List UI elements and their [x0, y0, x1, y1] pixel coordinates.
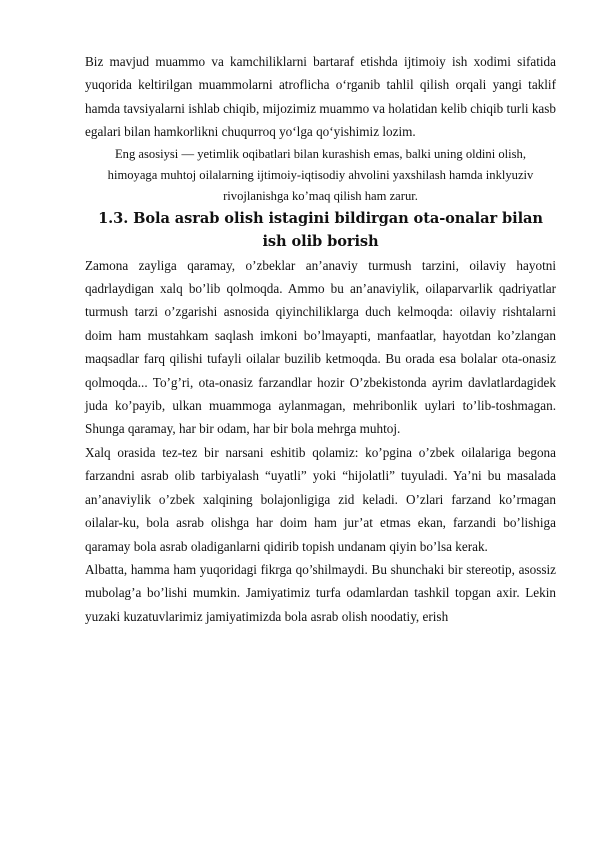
page-content — [85, 50, 556, 628]
section-heading: 1.3. Bola asrab olish istagini bildirgan ota-onalar bilan ish olib borish — [98, 209, 543, 251]
paragraph-intro: Biz mavjud muammo va kamchiliklarni bartaraf etishda ijtimoiy ish xodimi sifatida yuqorida keltirilgan muammolarni atroflicha oʻrganib tahlil qilish orqali yangi taklif hamda tavsiyalarni ishlab chiqib, mijozimiz muammo va holatidan kelib chiqib turli kasb egalari bilan hamkorlikni chuqurroq yoʻlga qoʻyishimiz lozim. — [85, 54, 556, 140]
paragraph-traditions: Zamona zayliga qaramay, o’zbeklar an’anaviy turmush tarzini, oilaviy hayotni qadrlaydigan xalq bo’lib qolmoqda. Ammo bu an’anaviylik, oilaparvarlik qadriyatlar turmush tarzi o’zgarishi asnosida qiyinchiliklarga duch kelmoqda: oilaviy rishtalarni doim ham mustahkam saqlash imkoni bo’lmayapti, manfaatlar, hayotdan ko’zlangan maqsadlar farq qilishi tufayli oilalar buzilib ketmoqda. Bu orada esa bolalar ota-onasiz qolmoqda... To’g’ri, ota-onasiz farzandlar hozir O’zbekistonda ayrim davlatlardagidek juda ko’payib, ulkan muammoga aylanmagan, mehribonlik uylari to’lib-toshmagan. Shunga qaramay, har bir odam, har bir bola mehrga muhtoj. — [85, 257, 556, 437]
paragraph-public-opinion: Xalq orasida tez-tez bir narsani eshitib qolamiz: ko’pgina o’zbek oilalariga begona farzandni asrab olib tarbiyalash “uyatli” yoki “hijolatli” tuyuladi. Ya’ni bu masalada an’anaviylik o’zbek xalqining bolajonligiga zid keladi. O’zlari farzand ko’rmagan oilalar-ku, bola asrab olishga har doim ham jur’at etmas ekan, farzandi bo’lishiga qaramay bola asrab oladiganlarni qidirib topish undanam qiyin bo’lsa kerak. — [85, 444, 556, 554]
quote-block: Eng asosiysi — yetimlik oqibatlari bilan kurashish emas, balki uning oldini olish, himoyaga muhtoj oilalarning ijtimoiy-iqtisodiy ahvolini yaxshilash hamda inklyuziv rivojlanishga ko’maq qilish ham zarur. — [107, 146, 534, 203]
paragraph-stereotype: Albatta, hamma ham yuqoridagi fikrga qo’shilmaydi. Bu shunchaki bir stereotip, asossiz mubolag’a bo’lishi mumkin. Jamiyatimiz turfa odamlardan tashkil topgan axir. Lekin yuzaki kuzatuvlarimiz jamiyatimizda bola asrab olish noodatiy, erish — [85, 561, 556, 624]
